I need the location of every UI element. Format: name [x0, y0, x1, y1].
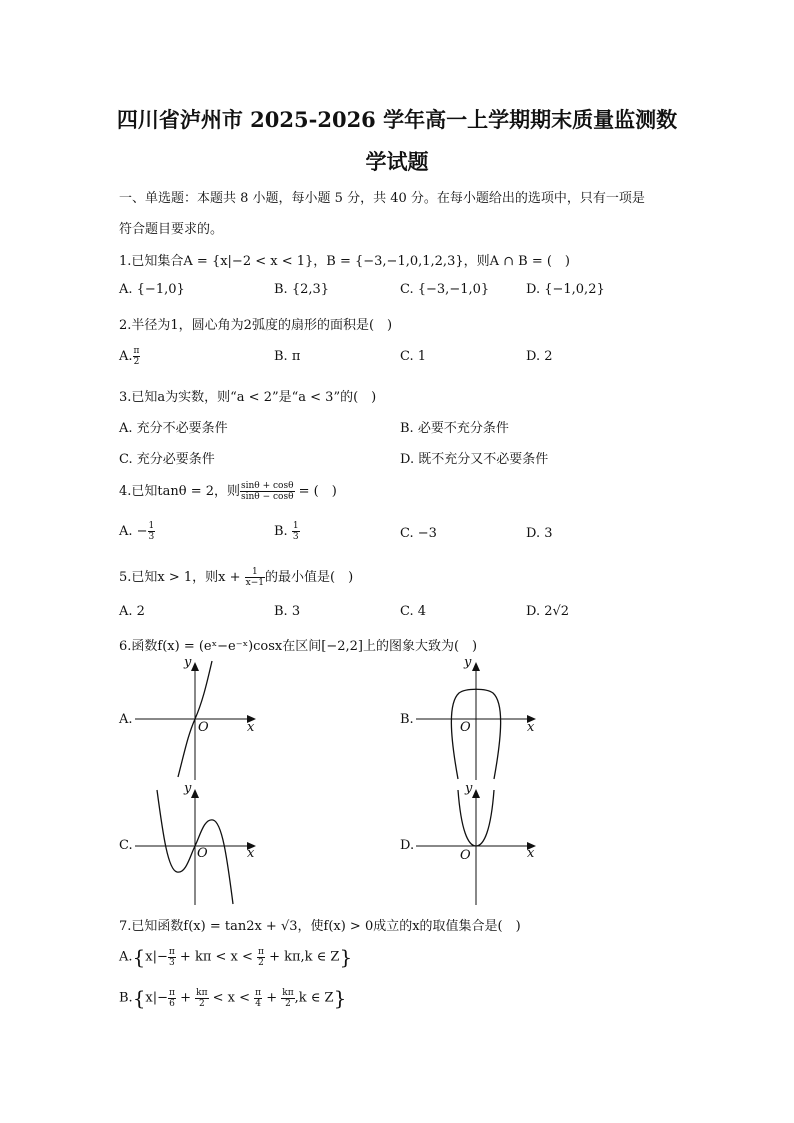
graph-d-y-label: y [465, 781, 473, 796]
q5-option-b: B. 3 [274, 604, 301, 619]
q3-option-a: A. 充分不必要条件 [119, 421, 228, 436]
y-axis-arrow [191, 662, 199, 671]
graph-c-origin-label: O [197, 846, 208, 861]
graph-a-origin-label: O [198, 720, 209, 735]
q5-stem-text: 5.已知x > 1，则x + [119, 570, 245, 585]
q2-option-d: D. 2 [526, 349, 553, 364]
question-6-stem: 6.函数f(x) = (eˣ−e⁻ˣ)cosx在区间[−2,2]上的图象大致为( ) [119, 639, 478, 654]
q6-option-a: A. [119, 712, 133, 727]
document-title-line-2: 学试题 [365, 149, 429, 174]
q2-option-a [119, 346, 140, 367]
q7-option-a: A.{x|− $\frac{\pi}{3}$ + kπ < x < $\frac{\pi}{2}$ + kπ,k ∈ Z} [119, 945, 353, 969]
q4-option-c: C. −3 [400, 526, 437, 541]
graph-d-x-label: x [527, 846, 535, 861]
y-axis-arrow [472, 789, 480, 798]
question-2-stem: 2.半径为1，圆心角为2弧度的扇形的面积是( ) [119, 318, 393, 333]
question-5-stem [119, 566, 353, 588]
q1-option-c: C. {−3,−1,0} [400, 282, 490, 297]
question-7-stem: 7.已知函数f(x) = tan2x + √3，使f(x) > 0成立的x的取值集合是( ) [119, 919, 521, 934]
q5-option-c: C. 4 [400, 604, 427, 619]
q4-stem-end: = ( ) [294, 484, 337, 499]
q5-option-d: D. 2√2 [526, 604, 570, 619]
q5-option-a: A. 2 [119, 604, 145, 619]
q1-option-b: B. {2,3} [274, 282, 330, 297]
q4-stem-text: 4.已知tanθ = 2，则 [119, 484, 241, 499]
q4-option-b-fraction: $\frac{1}{3}$ [292, 521, 299, 542]
section-heading-line-2: 符合题目要求的。 [119, 222, 224, 237]
q3-option-d: D. 既不充分又不必要条件 [400, 452, 549, 467]
graph-c-x-label: x [247, 846, 255, 861]
q2-option-a-fraction: $\frac{\pi}{2}$ [133, 346, 140, 367]
q1-option-a: A. {−1,0} [119, 282, 185, 297]
graph-c-y-label: y [184, 781, 192, 796]
q1-option-d: D. {−1,0,2} [526, 282, 605, 297]
graph-d-origin-label: O [460, 848, 471, 863]
q4-option-a [119, 521, 155, 542]
q7-option-a-label: A. [119, 949, 133, 965]
q6-option-b: B. [400, 712, 414, 727]
question-3-stem: 3.已知a为实数，则“a < 2”是“a < 3”的( ) [119, 390, 377, 405]
q6-graph-d [414, 780, 549, 910]
document-title-line-1: 四川省泸州市 2025-2026 学年高一上学期期末质量监测数 [116, 107, 678, 132]
q6-graph-c [130, 780, 265, 910]
section-heading-line-1: 一、单选题：本题共 8 小题，每小题 5 分，共 40 分。在每小题给出的选项中，只有一项是 [119, 191, 645, 206]
q2-option-a-label: A. [119, 349, 133, 364]
q6-option-c: C. [119, 838, 133, 853]
question-4-stem [119, 480, 337, 502]
q3-option-b: B. 必要不充分条件 [400, 421, 509, 436]
graph-b-y-label: y [464, 655, 472, 670]
q5-stem-fraction: $\frac{1}{x-1}$ [245, 567, 264, 588]
q6-option-d: D. [400, 838, 415, 853]
graph-b-origin-label: O [460, 720, 471, 735]
q4-option-a-fraction: $\frac{1}{3}$ [148, 521, 155, 542]
q4-stem-fraction: $\frac{\sin\theta + \cos\theta}{\sin\theta - \cos\theta}$ [241, 481, 294, 502]
q3-option-c: C. 充分必要条件 [119, 452, 215, 467]
y-axis-arrow [472, 662, 480, 671]
graph-a-x-label: x [247, 720, 255, 735]
q7-option-b-label: B. [119, 990, 133, 1006]
q7-option-b: B.{x|− $\frac{\pi}{6}$ + $\frac{k\pi}{2}$ < x < $\frac{\pi}{4}$ + $\frac{k\pi}{2}$ ,k ∈ Z} [119, 986, 347, 1010]
q2-option-c: C. 1 [400, 349, 427, 364]
graph-b-x-label: x [527, 720, 535, 735]
q2-option-b: B. π [274, 349, 301, 364]
q4-option-b [274, 521, 300, 542]
q4-option-d: D. 3 [526, 526, 553, 541]
q4-option-a-label: A. − [119, 524, 148, 539]
q4-option-b-label: B. [274, 524, 292, 539]
y-axis-arrow [191, 789, 199, 798]
question-1-stem: 1.已知集合A = {x|−2 < x < 1}，B = {−3,−1,0,1,2,3}，则A ∩ B = ( ) [119, 254, 571, 269]
q5-stem-end: 的最小值是( ) [265, 570, 354, 585]
graph-a-y-label: y [184, 655, 192, 670]
